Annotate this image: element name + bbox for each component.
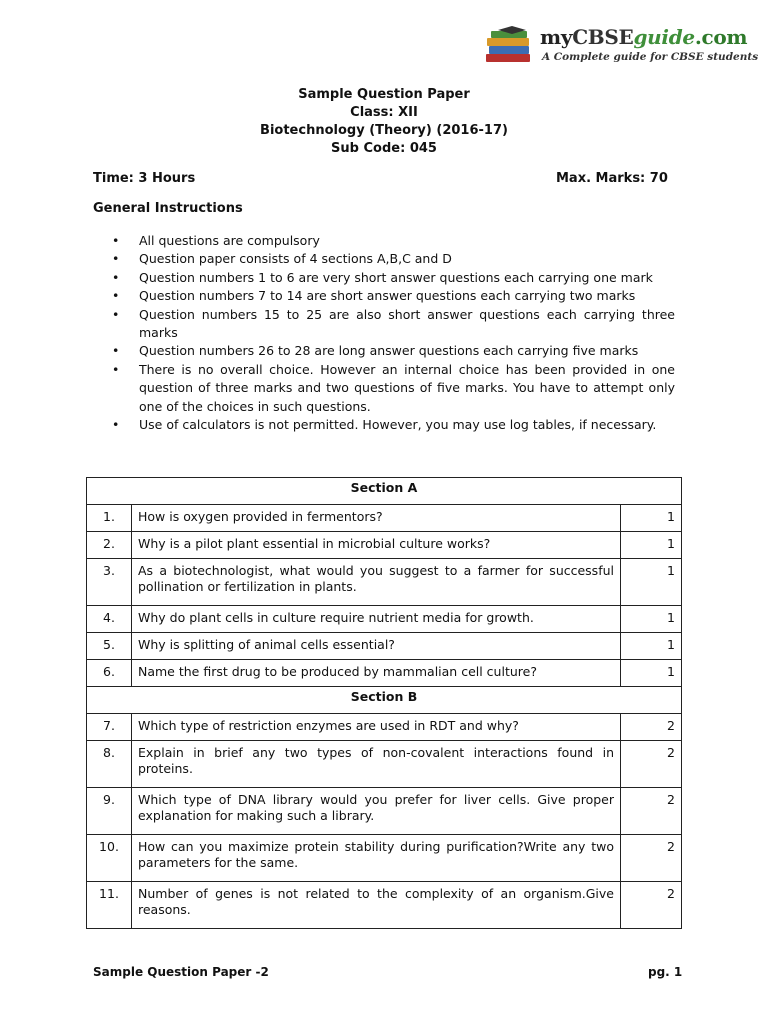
question-number: 4. (87, 606, 132, 633)
question-row (87, 559, 682, 606)
instruction-item: • Use of calculators is not permitted. However, you may use log tables, if necessary. (112, 416, 675, 434)
question-number: 2. (87, 532, 132, 559)
mycbseguide-logo (482, 22, 759, 72)
instruction-item: • Question numbers 7 to 14 are short answer questions each carrying two marks (112, 287, 675, 305)
section-a-title: Section A (87, 478, 682, 505)
general-instructions-list (112, 232, 675, 434)
question-row (87, 606, 682, 633)
question-text: Which type of restriction enzymes are used in RDT and why? (132, 714, 621, 741)
question-row (87, 633, 682, 660)
footer-page-number: pg. 1 (648, 965, 683, 979)
book-2 (489, 46, 529, 54)
question-text: As a biotechnologist, what would you suggest to a farmer for successful pollination or fertilization in plants. (132, 559, 621, 606)
logo-wordmark (540, 25, 747, 49)
section-header-row (87, 687, 682, 714)
question-row (87, 741, 682, 788)
general-instructions-heading: General Instructions (93, 201, 243, 216)
question-marks: 1 (621, 505, 682, 532)
question-text: Explain in brief any two types of non-covalent interactions found in proteins. (132, 741, 621, 788)
question-marks: 2 (621, 835, 682, 882)
question-number: 5. (87, 633, 132, 660)
question-row (87, 835, 682, 882)
question-text: Why is a pilot plant essential in microbial culture works? (132, 532, 621, 559)
question-row (87, 532, 682, 559)
question-marks: 1 (621, 633, 682, 660)
books-icon (482, 26, 536, 66)
question-number: 1. (87, 505, 132, 532)
paper-title-block (0, 86, 768, 158)
question-marks: 2 (621, 882, 682, 929)
question-row (87, 882, 682, 929)
instruction-item: • There is no overall choice. However an internal choice has been provided in one question of three marks and two questions of five marks. You have to attempt only one of the choices in such questions. (112, 361, 675, 416)
question-table (86, 477, 682, 929)
logo-name-guide: guide (633, 25, 695, 49)
instruction-item: • Question paper consists of 4 sections A,B,C and D (112, 250, 675, 268)
question-marks: 1 (621, 559, 682, 606)
question-marks: 2 (621, 741, 682, 788)
question-number: 8. (87, 741, 132, 788)
question-number: 6. (87, 660, 132, 687)
question-text: Why do plant cells in culture require nutrient media for growth. (132, 606, 621, 633)
question-row (87, 660, 682, 687)
instruction-item: • Question numbers 15 to 25 are also short answer questions each carrying three marks (112, 306, 675, 343)
question-number: 11. (87, 882, 132, 929)
paper-class: Class: XII (350, 105, 418, 120)
paper-subject: Biotechnology (Theory) (2016-17) (260, 123, 508, 138)
section-header-row (87, 478, 682, 505)
logo-name-prefix: my (540, 25, 573, 49)
logo-tagline: A Complete guide for CBSE students (542, 51, 759, 63)
footer-paper-label: Sample Question Paper -2 (93, 965, 269, 979)
book-1 (486, 54, 530, 62)
question-marks: 2 (621, 714, 682, 741)
logo-name-suffix: .com (694, 25, 748, 49)
question-text: Why is splitting of animal cells essential? (132, 633, 621, 660)
section-b-title: Section B (87, 687, 682, 714)
question-text: Number of genes is not related to the complexity of an organism.Give reasons. (132, 882, 621, 929)
question-row (87, 788, 682, 835)
time-allowed: Time: 3 Hours (93, 171, 196, 186)
book-3 (487, 38, 529, 46)
question-marks: 2 (621, 788, 682, 835)
paper-title: Sample Question Paper (298, 87, 470, 102)
question-marks: 1 (621, 606, 682, 633)
question-number: 10. (87, 835, 132, 882)
question-number: 7. (87, 714, 132, 741)
question-text: How can you maximize protein stability during purification?Write any two parameters for the same. (132, 835, 621, 882)
question-number: 3. (87, 559, 132, 606)
paper-sub-code: Sub Code: 045 (331, 141, 437, 156)
question-row (87, 505, 682, 532)
instruction-item: • Question numbers 26 to 28 are long answer questions each carrying five marks (112, 342, 675, 360)
question-text: Name the first drug to be produced by mammalian cell culture? (132, 660, 621, 687)
max-marks: Max. Marks: 70 (556, 171, 668, 186)
question-marks: 1 (621, 532, 682, 559)
instruction-item: • All questions are compulsory (112, 232, 675, 250)
question-row (87, 714, 682, 741)
logo-name-cbse: CBSE (572, 25, 634, 49)
instruction-item: • Question numbers 1 to 6 are very short answer questions each carrying one mark (112, 269, 675, 287)
question-marks: 1 (621, 660, 682, 687)
question-number: 9. (87, 788, 132, 835)
question-text: How is oxygen provided in fermentors? (132, 505, 621, 532)
question-text: Which type of DNA library would you prefer for liver cells. Give proper explanation for making such a library. (132, 788, 621, 835)
